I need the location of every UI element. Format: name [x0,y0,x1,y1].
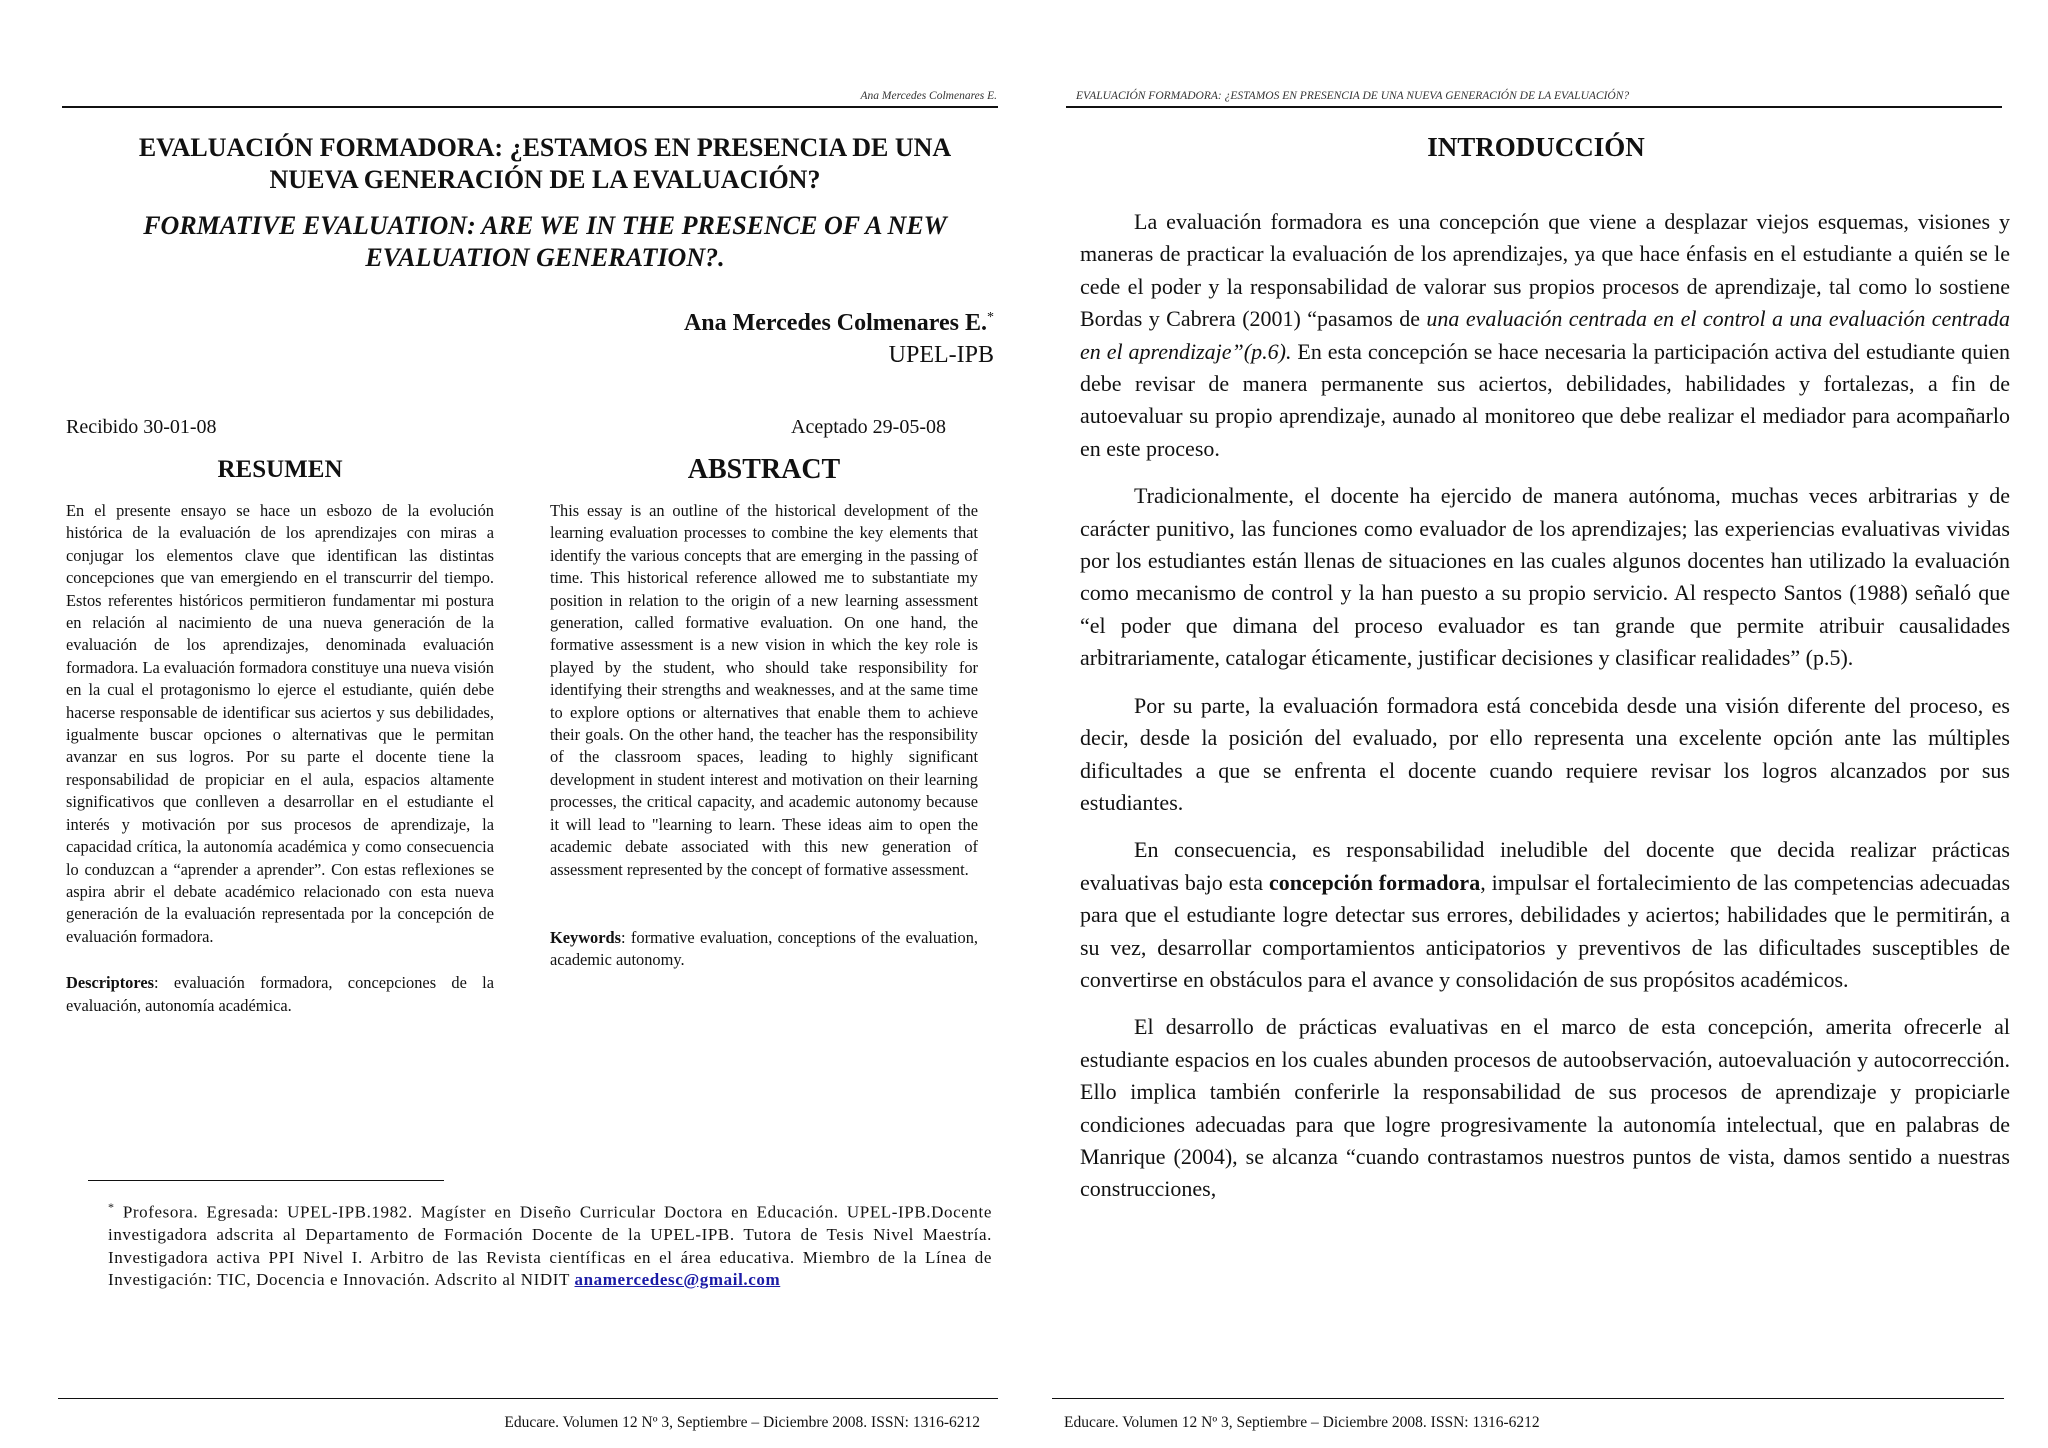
paragraph-3: Por su parte, la evaluación formadora está concebida desde una visión diferente del proceso, es decir, desde la posición del evaluado, por ello representa una excelente opción ante las múltiples dificultades a que se enfrenta el docente cuando requiere revisar los logros alcanzados por sus estudiantes. [1080,692,2010,815]
descriptores-text: : evaluación formadora, concepciones de la evaluación, autonomía académica. [66,973,494,1015]
descriptores [66,972,494,1017]
footer-rule-right [1052,1398,2004,1399]
resumen-heading: RESUMEN [217,456,343,483]
p4-text-b: , impulsar el fortalecimiento de las competencias adecuadas para que el estudiante logre detectar sus errores, debilidades y aciertos; habilidades que le permitirán, a su vez, desarrollar comportamientos anticipatorios y preventivos de las dificultades susceptibles de convertirse en obstáculos para el avance y consolidación de sus propósitos académicos. [1080,869,2011,992]
running-head-right: EVALUACIÓN FORMADORA: ¿ESTAMOS EN PRESENCIA DE UNA NUEVA GENERACIÓN DE LA EVALUACIÓN? [1076,90,1630,102]
abstract-text: This essay is an outline of the historical development of the learning evaluation processes to combine the key elements that identify the various concepts that are emerging in the passing of time. This historical reference allowed me to substantiate my position in relation to the origin of a new learning assessment generation, called formative evaluation. On one hand, the formative assessment is a new vision in which the key role is played by the student, who should take responsibility for identifying their strengths and weaknesses, and at the same time to explore options or alternatives that enable them to achieve their goals. On the other hand, the teacher has the responsibility of the classroom spaces, leading to highly significant development in student interest and motivation on their learning processes, the critical capacity, and academic autonomy because it will lead to "learning to learn. These ideas aim to open the academic debate associated with this new generation of assessment represented by the concept of formative assessment. [550,501,978,879]
p1-quote: una evaluación centrada en el control a una evaluación centrada en el aprendizaje”(p.6). [1080,306,2010,364]
paragraph-1 [1080,206,2010,465]
resumen-column [66,500,494,1017]
p4-text-a: En consecuencia, es responsabilidad ineludible del docente que decida realizar prácticas evaluativas bajo esta [1080,837,2010,895]
footer-rule-left [58,1398,998,1399]
author-footnote [108,1196,992,1292]
paragraph-4 [1080,834,2010,996]
footer-left: Educare. Volumen 12 Nº 3, Septiembre – Diciembre 2008. ISSN: 1316-6212 [504,1414,980,1431]
keywords-label: Keywords [550,927,622,947]
author-block [684,302,994,371]
p1-text-b: En esta concepción se hace necesaria la participación activa del estudiante quien debe revisar de manera permanente sus aciertos, debilidades, habilidades y fortalezas, a fin de autoevaluar su propio aprendizaje, aunado al monitoreo que debe realizar el mediador para acompañarlo en este proceso. [1080,338,2011,461]
footnote-email-link[interactable]: anamercedesc@gmail.com [574,1270,781,1290]
resumen-text: En el presente ensayo se hace un esbozo de la evolución histórica de la evaluación de los aprendizajes con miras a conjugar los elementos clave que identifican las distintas concepciones que van emergiendo en el transcurrir del tiempo. Estos referentes históricos permitieron fundamentar mi postura en relación al nacimiento de una nueva generación de la evaluación de los aprendizajes, denominada evaluación formadora. La evaluación formadora constituye una nueva visión en la cual el protagonismo lo ejerce el estudiante, quién debe hacerse responsable de identificar sus aciertos y sus debilidades, igualmente buscar opciones o alternativas que le permitan avanzar en sus logros. Por su parte el docente tiene la responsabilidad de propiciar en el aula, espacios altamente significativos que conlleven a desarrollar en el estudiante el interés y motivación por sus procesos de aprendizaje, la capacidad crítica, la autonomía académica y como consecuencia lo conduzcan a “aprender a aprender”. Con estas reflexiones se aspira abrir el debate académico relacionado con esta nueva generación de la evaluación representada por la concepción de evaluación formadora. [66,501,494,946]
introduction-body [1080,206,2010,1221]
title-spanish [95,132,995,196]
keywords [550,927,978,972]
p4-bold: concepción formadora [1268,869,1481,895]
right-page [1024,0,2048,1448]
header-rule-right [1066,106,2002,108]
header-rule-left [62,106,998,108]
accepted-date: Aceptado 29-05-08 [791,416,946,438]
descriptores-label: Descriptores [66,973,154,993]
footer-right: Educare. Volumen 12 Nº 3, Septiembre – Diciembre 2008. ISSN: 1316-6212 [1064,1414,1540,1431]
title-english [95,210,995,274]
title-es-line-1: EVALUACIÓN FORMADORA: ¿ESTAMOS EN PRESENCIA DE UNA [138,133,952,162]
running-head-left: Ana Mercedes Colmenares E. [860,90,997,102]
footnote-rule [88,1180,444,1181]
author-affiliation: UPEL-IPB [888,342,994,368]
footnote-text: Profesora. Egresada: UPEL-IPB.1982. Magíster en Diseño Curricular Doctora en Educación. UPEL-IPB.Docente investigadora adscrita al Departamento de Formación Docente de la UPEL-IPB. Tutora de Tesis Nivel Maestría. Investigadora activa PPI Nivel I. Arbitro de las Revista científicas en el área educativa. Miembro de la Línea de Investigación: TIC, Docencia e Innovación. Adscrito al NIDIT [108,1202,992,1290]
title-en-line-1: FORMATIVE EVALUATION: ARE WE IN THE PRESENCE OF A NEW [143,211,947,240]
abstract-column [550,500,978,972]
abstract-heading: ABSTRACT [687,454,841,485]
p1-text-a: La evaluación formadora es una concepción que viene a desplazar viejos esquemas, visiones y maneras de practicar la evaluación de los aprendizajes, ya que hace énfasis en el estudiante a quién se le cede el poder y la responsabilidad de valorar sus propios procesos de aprendizaje, tal como lo sostiene Bordas y Cabrera (2001) “pasamos de [1080,209,2010,332]
introduction-heading: INTRODUCCIÓN [1427,132,1645,162]
paragraph-5: El desarrollo de prácticas evaluativas en el marco de esta concepción, amerita ofrecerle al estudiante espacios en los cuales abunden procesos de autoobservación, autoevaluación y autocorrección. Ello implica también conferirle la responsabilidad de sus procesos de aprendizaje y propiciarle condiciones adecuadas para que logre progresivamente la autonomía intelectual, que en palabras de Manrique (2004), se alcanza “cuando contrastamos nuestros puntos de vista, damos sentido a nuestras construcciones, [1080,1014,2010,1202]
author-name: Ana Mercedes Colmenares E. [683,310,987,336]
title-en-line-2: EVALUATION GENERATION?. [365,243,725,272]
author-footnote-mark[interactable]: * [987,310,994,325]
received-date: Recibido 30-01-08 [66,416,217,438]
title-es-line-2: NUEVA GENERACIÓN DE LA EVALUACIÓN? [269,165,821,194]
footnote-mark: * [108,1200,115,1214]
keywords-text: : formative evaluation, conceptions of the evaluation, academic autonomy. [550,927,978,970]
paragraph-2: Tradicionalmente, el docente ha ejercido de manera autónoma, muchas veces arbitrarias y de carácter punitivo, las funciones como evaluador de los aprendizajes; las experiencias evaluativas vividas por los estudiantes están llenas de situaciones en las cuales algunos docentes han utilizado la evaluación como mecanismo de control y la han puesto a su propio servicio. Al respecto Santos (1988) señaló que “el poder que dimana del proceso evaluador es tan grande que permite atribuir causalidades arbitrariamente, catalogar éticamente, justificar decisiones y clasificar realidades” (p.5). [1080,483,2010,671]
